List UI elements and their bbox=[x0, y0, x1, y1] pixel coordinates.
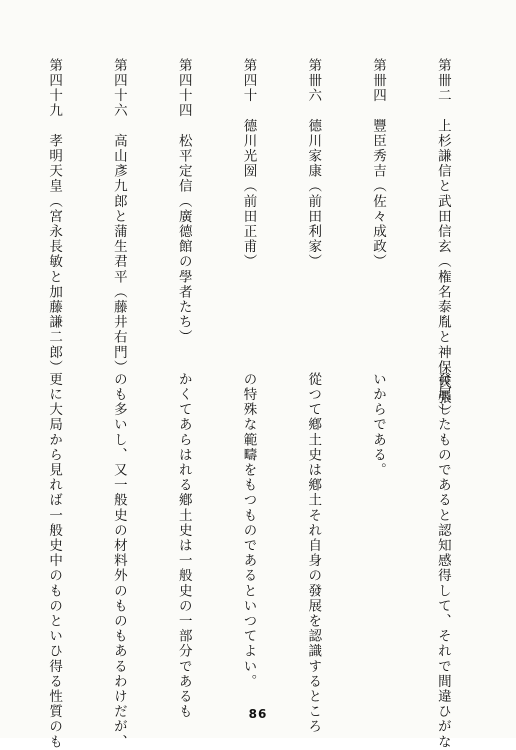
list-item: 第卌二 上杉謙信と武田信玄（権名泰胤と神保氏張） bbox=[434, 58, 451, 421]
list-item: 第四十九 孝明天皇（宮永長敏と加藤謙二郎） bbox=[46, 58, 63, 376]
paragraph-line: 從つて鄕土史は鄕土それ自身の發展を認識するところ bbox=[305, 372, 322, 735]
paragraph-line: かくてあらはれる鄕土史は一般史の一部分であるも bbox=[175, 372, 192, 720]
list-item: 第四十 德川光圀（前田正甫） bbox=[240, 58, 257, 270]
list-item: 第卌六 德川家康（前田利家） bbox=[305, 58, 322, 270]
list-item: 第四十六 高山彥九郎と蒲生君平（藤井右門） bbox=[110, 58, 127, 376]
paragraph-line: 發展したものであると認知感得して、それで間違ひがな bbox=[434, 372, 451, 750]
list-item: 第四十四 松平定信（廣德館の學者たち） bbox=[175, 58, 192, 345]
list-item: 第卌四 豐臣秀吉（佐々成政） bbox=[370, 58, 387, 270]
paragraph-line: 更に大局から見れば一般史中のものといひ得る性質のも bbox=[46, 372, 63, 750]
paragraph-line: いからである。 bbox=[370, 372, 387, 478]
lesson-title-list bbox=[0, 58, 496, 421]
paragraph-line: のも多いし、又一般史の材料外のものもあるわけだが、 bbox=[110, 372, 127, 750]
paragraph-line: の特殊な範疇をもつものであるといつてよい。 bbox=[240, 372, 257, 690]
page-number: 86 bbox=[248, 707, 268, 721]
